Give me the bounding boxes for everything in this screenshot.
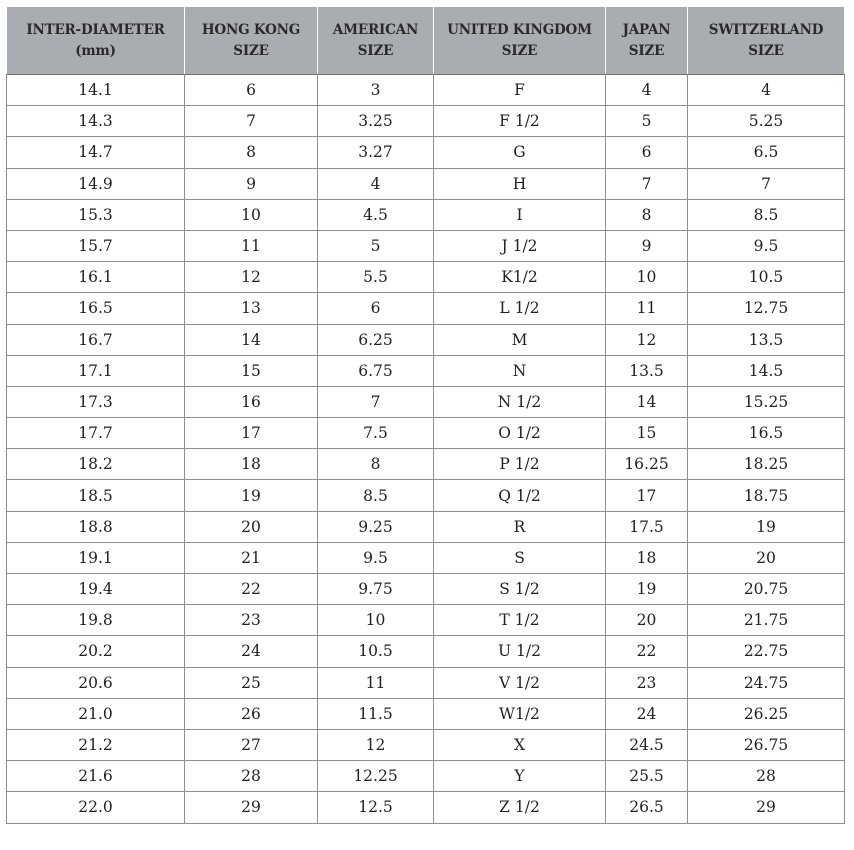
header-line: SIZE: [748, 42, 784, 59]
header-line: SIZE: [233, 42, 269, 59]
table-row: [7, 324, 845, 355]
table-cell: 17.1: [7, 355, 185, 386]
table-cell: 17: [185, 418, 318, 449]
table-cell: 8.5: [318, 480, 434, 511]
header-american-size: [318, 7, 434, 75]
table-cell: 11.5: [318, 698, 434, 729]
table-cell: 15.7: [7, 230, 185, 261]
header-line: AMERICAN: [332, 21, 419, 38]
table-cell: 7: [185, 106, 318, 137]
table-cell: 7: [688, 168, 845, 199]
header-line: UNITED KINGDOM: [447, 21, 592, 38]
header-line: SWITZERLAND: [708, 21, 824, 38]
table-cell: U 1/2: [434, 636, 606, 667]
header-line: HONG KONG: [201, 21, 301, 38]
table-cell: 12: [185, 262, 318, 293]
table-cell: 26.25: [688, 698, 845, 729]
table-row: [7, 729, 845, 760]
table-cell: 21.6: [7, 761, 185, 792]
table-cell: 15: [606, 418, 688, 449]
table-cell: G: [434, 137, 606, 168]
table-row: [7, 355, 845, 386]
table-cell: 25: [185, 667, 318, 698]
table-cell: 9.25: [318, 511, 434, 542]
table-cell: 9: [606, 230, 688, 261]
table-cell: 9.5: [688, 230, 845, 261]
table-cell: 8: [606, 199, 688, 230]
table-cell: S 1/2: [434, 574, 606, 605]
table-cell: X: [434, 729, 606, 760]
table-cell: 15: [185, 355, 318, 386]
table-cell: 18.8: [7, 511, 185, 542]
table-cell: 22.75: [688, 636, 845, 667]
table-cell: 23: [185, 605, 318, 636]
table-cell: 28: [688, 761, 845, 792]
table-cell: 26.5: [606, 792, 688, 823]
table-cell: 7: [318, 386, 434, 417]
table-cell: 16.5: [688, 418, 845, 449]
table-row: [7, 511, 845, 542]
header-line: INTER-DIAMETER: [26, 21, 165, 38]
table-cell: 13: [185, 293, 318, 324]
table-cell: 29: [688, 792, 845, 823]
table-cell: I: [434, 199, 606, 230]
header-line: (mm): [75, 42, 116, 59]
table-cell: 18.2: [7, 449, 185, 480]
table-cell: 14.7: [7, 137, 185, 168]
table-cell: 16.7: [7, 324, 185, 355]
table-body: [7, 75, 845, 824]
table-cell: 5: [606, 106, 688, 137]
table-row: [7, 636, 845, 667]
table-row: [7, 574, 845, 605]
table-cell: 13.5: [688, 324, 845, 355]
table-cell: 19.1: [7, 542, 185, 573]
header-japan-size: [606, 7, 688, 75]
table-cell: 13.5: [606, 355, 688, 386]
table-row: [7, 137, 845, 168]
table-row: [7, 418, 845, 449]
table-row: [7, 480, 845, 511]
table-cell: 12.5: [318, 792, 434, 823]
table-cell: 19.8: [7, 605, 185, 636]
table-cell: 10: [606, 262, 688, 293]
table-cell: N 1/2: [434, 386, 606, 417]
table-cell: J 1/2: [434, 230, 606, 261]
table-cell: M: [434, 324, 606, 355]
table-cell: 3: [318, 75, 434, 106]
table-cell: 14: [606, 386, 688, 417]
table-cell: Y: [434, 761, 606, 792]
table-cell: 4: [688, 75, 845, 106]
table-row: [7, 542, 845, 573]
table-cell: 29: [185, 792, 318, 823]
table-cell: 10.5: [688, 262, 845, 293]
table-cell: 19.4: [7, 574, 185, 605]
header-line: SIZE: [501, 42, 538, 59]
header-united-kingdom-size: [434, 7, 606, 75]
table-cell: W1/2: [434, 698, 606, 729]
table-cell: 25.5: [606, 761, 688, 792]
table-cell: R: [434, 511, 606, 542]
table-cell: N: [434, 355, 606, 386]
table-cell: 8.5: [688, 199, 845, 230]
table-cell: 21.0: [7, 698, 185, 729]
table-cell: 5.25: [688, 106, 845, 137]
table-cell: 22: [185, 574, 318, 605]
table-cell: 19: [185, 480, 318, 511]
table-row: [7, 698, 845, 729]
table-cell: 12.75: [688, 293, 845, 324]
table-cell: V 1/2: [434, 667, 606, 698]
table-cell: 17.3: [7, 386, 185, 417]
table-cell: 18.25: [688, 449, 845, 480]
table-cell: L 1/2: [434, 293, 606, 324]
table-cell: 18: [606, 542, 688, 573]
table-cell: 5.5: [318, 262, 434, 293]
header-hong-kong-size: [185, 7, 318, 75]
table-cell: 10.5: [318, 636, 434, 667]
table-cell: 14.3: [7, 106, 185, 137]
table-cell: 17.7: [7, 418, 185, 449]
table-cell: 9.75: [318, 574, 434, 605]
table-cell: 16.1: [7, 262, 185, 293]
table-cell: 6.75: [318, 355, 434, 386]
table-cell: 18.5: [7, 480, 185, 511]
table-cell: F 1/2: [434, 106, 606, 137]
table-cell: 10: [318, 605, 434, 636]
table-cell: 17.5: [606, 511, 688, 542]
table-row: [7, 449, 845, 480]
table-cell: 7: [606, 168, 688, 199]
table-cell: 20: [185, 511, 318, 542]
table-cell: 11: [318, 667, 434, 698]
table-cell: 4.5: [318, 199, 434, 230]
header-switzerland-size: [688, 7, 845, 75]
table-cell: 14.5: [688, 355, 845, 386]
table-cell: 23: [606, 667, 688, 698]
table-cell: 14: [185, 324, 318, 355]
table-cell: 17: [606, 480, 688, 511]
table-cell: F: [434, 75, 606, 106]
table-cell: 18.75: [688, 480, 845, 511]
table-cell: 24.75: [688, 667, 845, 698]
table-cell: 20.75: [688, 574, 845, 605]
table-cell: 8: [185, 137, 318, 168]
table-cell: 21.2: [7, 729, 185, 760]
table-cell: 6.5: [688, 137, 845, 168]
table-cell: 19: [688, 511, 845, 542]
table-cell: 6: [606, 137, 688, 168]
table-row: [7, 667, 845, 698]
header-line: JAPAN: [622, 21, 671, 38]
table-cell: 9: [185, 168, 318, 199]
table-cell: 7.5: [318, 418, 434, 449]
table-cell: 4: [318, 168, 434, 199]
table-cell: 26.75: [688, 729, 845, 760]
table-cell: 24: [606, 698, 688, 729]
table-row: [7, 386, 845, 417]
table-cell: 18: [185, 449, 318, 480]
table-row: [7, 262, 845, 293]
header-line: SIZE: [628, 42, 665, 59]
table-row: [7, 761, 845, 792]
table-cell: K1/2: [434, 262, 606, 293]
table-cell: 24: [185, 636, 318, 667]
table-cell: 12.25: [318, 761, 434, 792]
table-cell: 19: [606, 574, 688, 605]
table-cell: 22.0: [7, 792, 185, 823]
ring-size-table: [6, 6, 845, 824]
table-cell: 21.75: [688, 605, 845, 636]
table-cell: 24.5: [606, 729, 688, 760]
table-cell: 5: [318, 230, 434, 261]
table-cell: 20: [688, 542, 845, 573]
table-cell: 6.25: [318, 324, 434, 355]
table-row: [7, 199, 845, 230]
table-cell: 12: [606, 324, 688, 355]
table-cell: 10: [185, 199, 318, 230]
table-cell: 26: [185, 698, 318, 729]
table-cell: 6: [318, 293, 434, 324]
table-row: [7, 293, 845, 324]
header-row: [7, 7, 845, 75]
table-cell: 27: [185, 729, 318, 760]
table-cell: 21: [185, 542, 318, 573]
table-cell: H: [434, 168, 606, 199]
table-cell: 14.9: [7, 168, 185, 199]
ring-size-table-container: [6, 6, 844, 824]
table-cell: 6: [185, 75, 318, 106]
table-cell: 20.6: [7, 667, 185, 698]
table-cell: 15.3: [7, 199, 185, 230]
table-cell: 3.27: [318, 137, 434, 168]
table-cell: 3.25: [318, 106, 434, 137]
table-cell: 16.25: [606, 449, 688, 480]
table-cell: Z 1/2: [434, 792, 606, 823]
table-cell: 15.25: [688, 386, 845, 417]
table-cell: 20.2: [7, 636, 185, 667]
table-row: [7, 106, 845, 137]
table-row: [7, 230, 845, 261]
table-cell: 28: [185, 761, 318, 792]
table-row: [7, 168, 845, 199]
table-cell: 20: [606, 605, 688, 636]
table-row: [7, 792, 845, 823]
table-cell: 16.5: [7, 293, 185, 324]
table-cell: T 1/2: [434, 605, 606, 636]
table-cell: 11: [606, 293, 688, 324]
table-cell: O 1/2: [434, 418, 606, 449]
header-inter-diameter: [7, 7, 185, 75]
table-cell: 9.5: [318, 542, 434, 573]
table-cell: 11: [185, 230, 318, 261]
table-cell: 8: [318, 449, 434, 480]
header-line: SIZE: [357, 42, 394, 59]
table-cell: 14.1: [7, 75, 185, 106]
table-cell: Q 1/2: [434, 480, 606, 511]
table-cell: 12: [318, 729, 434, 760]
table-cell: P 1/2: [434, 449, 606, 480]
table-cell: 16: [185, 386, 318, 417]
table-cell: 22: [606, 636, 688, 667]
table-cell: S: [434, 542, 606, 573]
table-header: [7, 7, 845, 75]
table-row: [7, 605, 845, 636]
table-cell: 4: [606, 75, 688, 106]
table-row: [7, 75, 845, 106]
